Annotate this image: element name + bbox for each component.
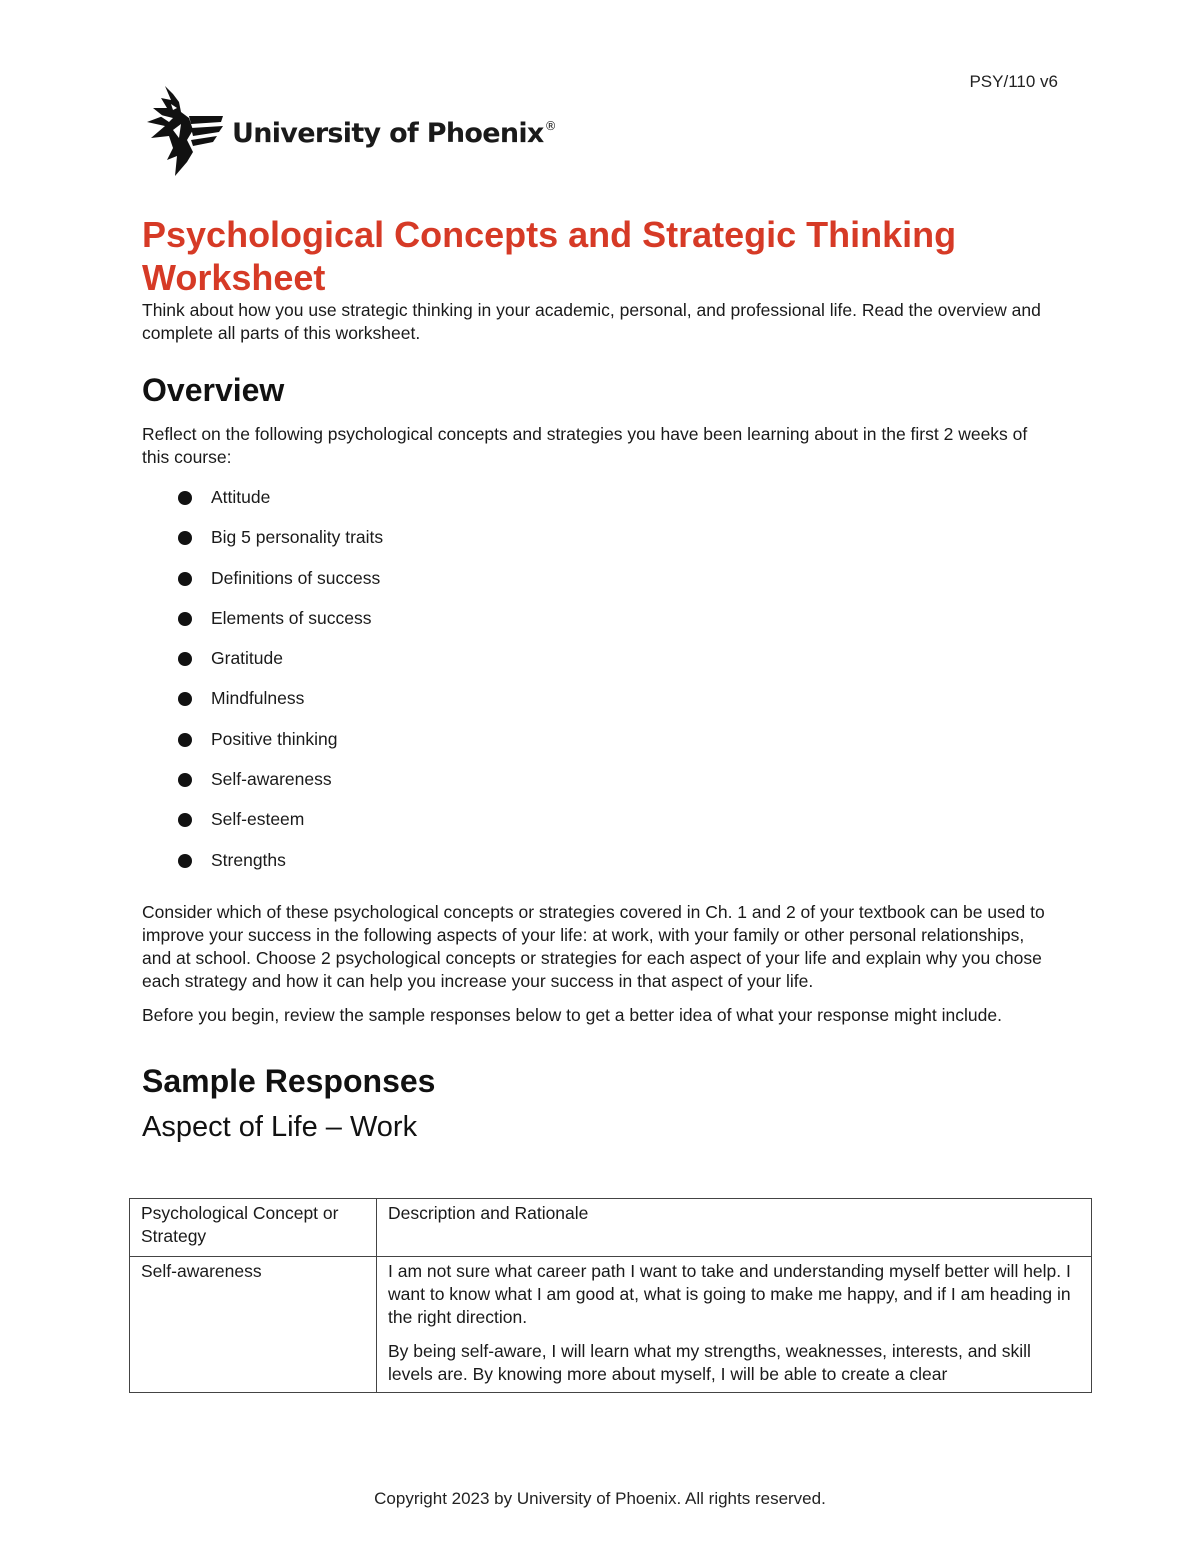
document-title: Psychological Concepts and Strategic Thinking Worksheet [142,214,957,298]
course-code: PSY/110 v6 [969,72,1058,91]
bullet-icon [178,572,192,586]
document-body [142,213,1052,1145]
concepts-list [142,485,1052,888]
description-cell [377,1257,1092,1393]
column-header-concept: Psychological Concept or Strategy [130,1199,377,1257]
intro-paragraph: Think about how you use strategic thinking in your academic, personal, and professional life. Read the overview and complete all parts of this worksheet. [142,300,1041,343]
bullet-icon [178,813,192,827]
table-header-row [130,1199,1092,1257]
list-item: Definitions of success [142,566,1052,606]
overview-paragraph: Reflect on the following psychological concepts and strategies you have been learning about in the first 2 weeks of this course: [142,424,1028,467]
column-header-description: Description and Rationale [377,1199,1092,1257]
overview-heading: Overview [142,372,285,408]
aspect-work-heading: Aspect of Life – Work [142,1110,418,1143]
list-item: Strengths [142,848,1052,888]
list-item: Gratitude [142,646,1052,686]
before-paragraph: Before you begin, review the sample responses below to get a better idea of what your response might include. [142,1004,1002,1025]
list-item: Self-esteem [142,807,1052,847]
bullet-icon [178,531,192,545]
bullet-icon [178,773,192,787]
sample-responses-heading: Sample Responses [142,1062,436,1099]
list-item: Mindfulness [142,686,1052,726]
logo-wordmark: University of Phoenix® [232,117,556,149]
bullet-icon [178,491,192,505]
list-item: Elements of success [142,606,1052,646]
bullet-icon [178,854,192,868]
consider-paragraph: Consider which of these psychological concepts or strategies covered in Ch. 1 and 2 of your textbook can be used to improve your success in the following aspects of your life: at work, with your family or other personal relationships, and at school. Choose 2 psychological concepts or strategies for each aspect of your life and explain why you chose each strategy and how it can help you increase your success in that aspect of your life. [142,901,1045,991]
list-item: Self-awareness [142,767,1052,807]
university-logo [143,82,556,178]
list-item: Big 5 personality traits [142,525,1052,565]
sample-response-table [129,1198,1092,1393]
copyright-footer: Copyright 2023 by University of Phoenix. All rights reserved. [374,1489,826,1508]
phoenix-logo-icon [143,82,225,178]
registered-mark: ® [544,118,556,133]
table-row [130,1257,1092,1393]
list-item: Positive thinking [142,727,1052,767]
list-item: Attitude [142,485,1052,525]
description-paragraph: By being self-aware, I will learn what my strengths, weaknesses, interests, and skill levels are. By knowing more about myself, I will be able to create a clear [388,1341,1031,1384]
concept-cell: Self-awareness [130,1257,377,1393]
description-paragraph: I am not sure what career path I want to take and understanding myself better will help. I want to know what I am good at, what is going to make me happy, and if I am heading in the right direction. [388,1261,1071,1327]
bullet-icon [178,692,192,706]
bullet-icon [178,652,192,666]
bullet-icon [178,612,192,626]
bullet-icon [178,733,192,747]
